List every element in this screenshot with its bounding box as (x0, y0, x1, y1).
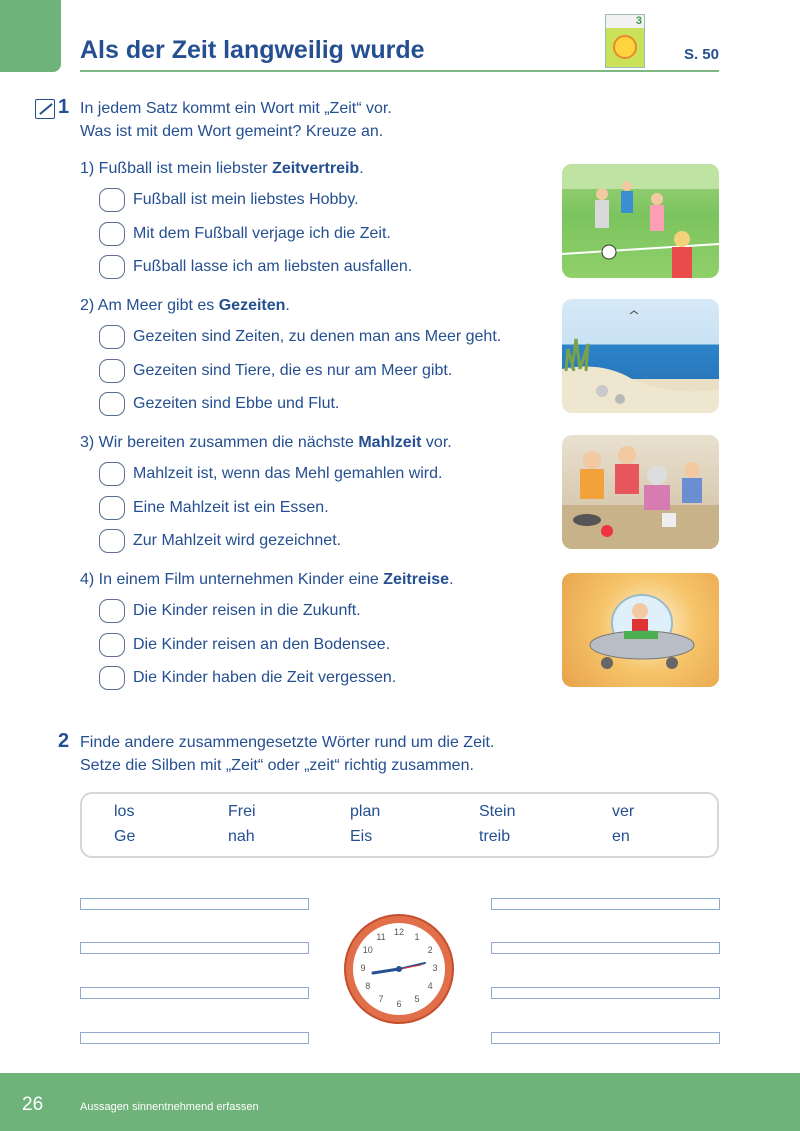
question-1 (80, 160, 364, 178)
syllable: los (114, 803, 135, 820)
answer-checkbox[interactable] (99, 359, 125, 383)
answer-option (99, 254, 412, 280)
title-divider (80, 70, 719, 72)
answer-option (99, 187, 359, 213)
answer-checkbox[interactable] (99, 633, 125, 657)
question-text: 2) Am Meer gibt es (80, 297, 219, 314)
answer-checkbox[interactable] (99, 462, 125, 486)
syllable: Ge (114, 828, 136, 845)
answer-checkbox[interactable] (99, 666, 125, 690)
clock-number: 2 (427, 945, 433, 955)
question-keyword: Zeitvertreib (272, 160, 360, 177)
question-text: 3) Wir bereiten zusammen die nächste (80, 434, 359, 451)
answer-line-input[interactable] (491, 898, 720, 910)
sea-illustration (562, 299, 719, 413)
question-4 (80, 571, 454, 589)
clock-number: 10 (362, 945, 373, 955)
syllable: ver (612, 803, 635, 820)
answer-text: Zur Mahlzeit wird gezeichnet. (133, 532, 342, 549)
answer-checkbox[interactable] (99, 599, 125, 623)
answer-line-input[interactable] (80, 1032, 309, 1044)
meal-illustration (562, 435, 719, 549)
clock-number: 3 (432, 963, 438, 973)
answer-text: Die Kinder reisen in die Zukunft. (133, 602, 361, 619)
book-number: 3 (635, 15, 642, 27)
answer-checkbox[interactable] (99, 496, 125, 520)
answer-text: Gezeiten sind Zeiten, zu denen man ans Meer geht. (133, 328, 502, 345)
answer-line-input[interactable] (491, 1032, 720, 1044)
answer-option (99, 358, 452, 384)
task2-line2: Setze die Silben mit „Zeit“ oder „zeit“ richtig zusammen. (80, 757, 474, 774)
task1-line2: Was ist mit dem Wort gemeint? Kreuze an. (80, 123, 384, 140)
clock-number: 5 (414, 994, 420, 1005)
answer-line-input[interactable] (80, 898, 309, 910)
answer-text: Die Kinder haben die Zeit vergessen. (133, 669, 397, 686)
answer-checkbox[interactable] (99, 392, 125, 416)
clock-number: 6 (396, 999, 402, 1009)
task1-number: 1 (58, 96, 70, 118)
answer-text: Die Kinder reisen an den Bodensee. (133, 635, 391, 653)
question-text: 4) In einem Film unternehmen Kinder eine (80, 571, 384, 588)
answer-line-input[interactable] (80, 942, 309, 954)
clock-number: 11 (376, 931, 386, 942)
task2-number: 2 (58, 730, 70, 752)
answer-option (99, 391, 339, 417)
answer-text: Eine Mahlzeit ist ein Essen. (133, 498, 329, 516)
clock-number: 8 (365, 981, 371, 991)
footer-note: Aussagen sinnentnehmend erfassen (80, 1101, 259, 1113)
answer-checkbox[interactable] (99, 255, 125, 279)
answer-text: Mahlzeit ist, wenn das Mehl gemahlen wird. (133, 465, 443, 482)
question-suffix: vor. (421, 434, 452, 451)
syllable: Stein (479, 803, 516, 820)
clock-number: 1 (414, 931, 420, 942)
answer-checkbox[interactable] (99, 529, 125, 553)
syllable-box (80, 792, 719, 858)
clock-number: 9 (360, 963, 366, 973)
time-machine-illustration (562, 573, 719, 687)
syllable: Frei (228, 803, 256, 820)
clock-number: 12 (393, 927, 404, 937)
question-keyword: Zeitreise (383, 571, 450, 588)
football-illustration (562, 164, 719, 278)
answer-checkbox[interactable] (99, 188, 125, 212)
page-title: Als der Zeit langweilig wurde (80, 36, 425, 64)
answer-text: Fußball ist mein liebstes Hobby. (133, 191, 359, 208)
syllable: plan (350, 803, 381, 820)
answer-line-input[interactable] (80, 987, 309, 999)
question-2 (80, 297, 290, 315)
syllable: Eis (350, 828, 373, 845)
answer-checkbox[interactable] (99, 325, 125, 349)
page-reference: S. 50 (683, 46, 719, 63)
answer-line-input[interactable] (491, 942, 720, 954)
task1-line1: In jedem Satz kommt ein Wort mit „Zeit“ vor. (80, 100, 392, 117)
clock-number: 4 (427, 981, 433, 991)
answer-option (99, 324, 501, 350)
answer-option (99, 221, 391, 247)
answer-option (99, 528, 341, 554)
question-keyword: Mahlzeit (358, 434, 422, 451)
answer-checkbox[interactable] (99, 222, 125, 246)
answer-text: Fußball lasse ich am liebsten ausfallen. (133, 258, 413, 275)
question-suffix: . (285, 297, 290, 314)
answer-option (99, 495, 329, 521)
syllable: treib (479, 828, 511, 845)
clock-number: 7 (378, 994, 384, 1005)
task2-instruction (80, 731, 494, 777)
question-text: 1) Fußball ist mein liebster (80, 160, 273, 177)
answer-option (99, 665, 396, 691)
answer-text: Gezeiten sind Ebbe und Flut. (133, 395, 340, 412)
answer-option (99, 598, 361, 624)
clock-icon (344, 914, 454, 1024)
pencil-check-icon (35, 99, 55, 119)
corner-tab (0, 0, 61, 72)
syllable: nah (228, 828, 255, 845)
answer-option (99, 461, 442, 487)
task2-line1: Finde andere zusammengesetzte Wörter rund um die Zeit. (80, 734, 495, 751)
question-suffix: . (359, 160, 364, 177)
question-suffix: . (449, 571, 454, 588)
question-3 (80, 434, 452, 452)
page-number: 26 (22, 1094, 44, 1115)
syllable: en (612, 828, 630, 845)
answer-text: Mit dem Fußball verjage ich die Zeit. (133, 224, 391, 242)
answer-option (99, 632, 390, 658)
book-cover-icon (605, 14, 645, 68)
question-keyword: Gezeiten (218, 297, 286, 314)
task1-instruction (80, 97, 392, 143)
answer-line-input[interactable] (491, 987, 720, 999)
answer-text: Gezeiten sind Tiere, die es nur am Meer gibt. (133, 361, 453, 379)
